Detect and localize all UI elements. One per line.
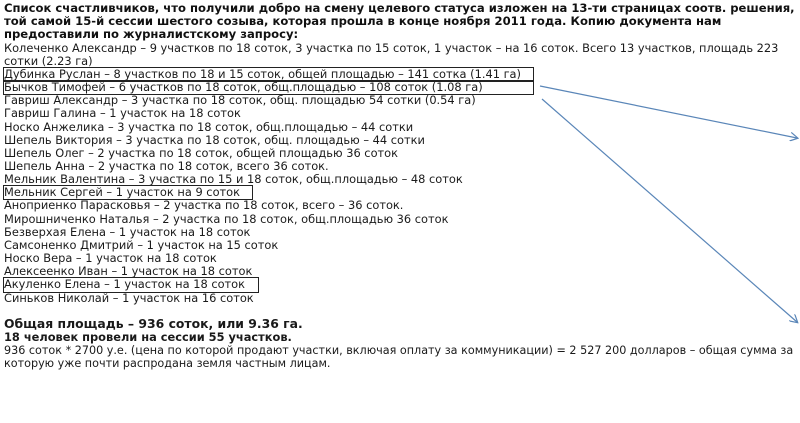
list-item: Мельник Валентина – 3 участка по 15 и 18 соток, общ.площадью – 48 соток <box>4 172 463 187</box>
spacer <box>4 305 796 317</box>
list-item: Аноприенко Парасковья – 2 участка по 18 соток, всего – 36 соток. <box>4 198 404 213</box>
total-area: Общая площадь – 936 соток, или 9.36 га. <box>4 315 303 331</box>
list-item: Колеченко Александр – 9 участков по 18 соток, 3 участка по 15 соток, 1 участок – на 16 соток. Всего 13 участков, площадь 223 сотки (2.23 га) <box>4 40 779 68</box>
list-item: Синьков Николай – 1 участок на 16 соток <box>4 290 254 305</box>
list-item: Шепель Олег – 2 участка по 18 соток, общей площадью 36 соток <box>4 145 399 160</box>
list-item-highlighted: Дубинка Руслан – 8 участков по 18 и 15 соток, общей площадью – 141 сотка (1.41 га) <box>4 68 533 81</box>
total-people: 18 человек провели на сессии 55 участков. <box>4 329 292 344</box>
document-page <box>4 2 796 370</box>
list-item: Носко Анжелика – 3 участка по 18 соток, общ.площадью – 44 сотки <box>4 119 414 134</box>
list-item: Самсоненко Дмитрий – 1 участок на 15 соток <box>4 237 279 252</box>
list-item: Шепель Анна – 2 участка по 18 соток, всего 36 соток. <box>4 159 329 174</box>
list-item: Носко Вера – 1 участок на 18 соток <box>4 251 217 266</box>
list-item-highlighted: Мельник Сергей – 1 участок на 9 соток <box>4 186 252 199</box>
list-item: Мирошниченко Наталья – 2 участка по 18 соток, общ.площадью 36 соток <box>4 211 449 226</box>
list-item: Гавриш Александр – 3 участка по 18 соток, общ. площадью 54 сотки (0.54 га) <box>4 93 476 108</box>
recipient-list <box>4 42 796 305</box>
list-item: Шепель Виктория – 3 участка по 18 соток, общ. площадью – 44 сотки <box>4 132 425 147</box>
list-item-highlighted: Бычков Тимофей – 6 участков по 18 соток, общ.площадью – 108 соток (1.08 га) <box>4 81 533 94</box>
list-item: Гавриш Галина – 1 участок на 18 соток <box>4 106 241 121</box>
list-item-highlighted: Акуленко Елена – 1 участок на 18 соток <box>4 278 258 291</box>
calculation-text: 936 соток * 2700 у.е. (цена по которой продают участки, включая оплату за коммуникации) = 2 527 200 долларов – общая сумма за которую уже почти распродана земля частным лицам. <box>4 343 794 370</box>
intro-paragraph: Список счастливчиков, что получили добро на смену целевого статуса изложен на 13-ти страницах соотв. решения, той самой 15-й сессии шестого созыва, которая прошла в конце ноября 2011 года. Копию документа нам предоставили по журналистскому запросу: <box>4 1 795 42</box>
list-item: Безверхая Елена – 1 участок на 18 соток <box>4 224 251 239</box>
list-item: Алексеенко Иван – 1 участок на 18 соток <box>4 264 253 279</box>
